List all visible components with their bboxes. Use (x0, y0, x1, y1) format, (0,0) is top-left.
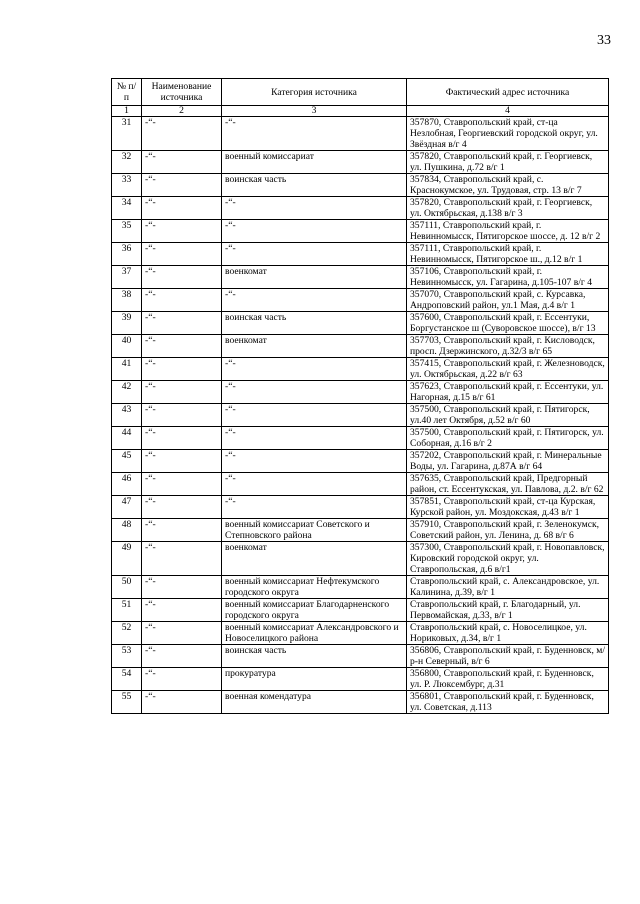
table-row (112, 266, 609, 289)
source-name-cell: -“- (142, 243, 222, 266)
source-category-cell: военный комиссариат Нефтекумского городского округа (222, 576, 407, 599)
row-number-cell: 50 (112, 576, 142, 599)
source-name-cell: -“- (142, 151, 222, 174)
source-name-cell: -“- (142, 220, 222, 243)
table-row (112, 599, 609, 622)
source-name-cell: -“- (142, 496, 222, 519)
table-row (112, 243, 609, 266)
row-number-cell: 38 (112, 289, 142, 312)
source-address-cell: 357500, Ставропольский край, г. Пятигорск, ул. Соборная, д.16 в/г 2 (407, 427, 609, 450)
row-number-cell: 37 (112, 266, 142, 289)
source-address-cell: 357623, Ставропольский край, г. Ессентуки, ул. Нагорная, д.15 в/г 61 (407, 381, 609, 404)
source-name-cell: -“- (142, 519, 222, 542)
column-number: 4 (407, 106, 609, 117)
source-address-cell: Ставропольский край, г. Благодарный, ул. Первомайская, д.33, в/г 1 (407, 599, 609, 622)
source-category-cell: -“- (222, 197, 407, 220)
table-body (112, 117, 609, 714)
row-number-cell: 54 (112, 668, 142, 691)
source-category-cell: -“- (222, 381, 407, 404)
table-row (112, 117, 609, 151)
table-row (112, 622, 609, 645)
source-address-cell: 357851, Ставропольский край, ст-ца Курская, Курской район, ул. Моздокская, д.43 в/г 1 (407, 496, 609, 519)
table-row (112, 151, 609, 174)
source-category-cell: военный комиссариат Александровского и Новоселицкого района (222, 622, 407, 645)
source-name-cell: -“- (142, 542, 222, 576)
source-category-cell: -“- (222, 404, 407, 427)
row-number-cell: 48 (112, 519, 142, 542)
source-name-cell: -“- (142, 381, 222, 404)
row-number-cell: 35 (112, 220, 142, 243)
source-address-cell: 357106, Ставропольский край, г. Невинномысск, ул. Гагарина, д.105-107 в/г 4 (407, 266, 609, 289)
source-address-cell: 357202, Ставропольский край, г. Минеральные Воды, ул. Гагарина, д.87А в/г 64 (407, 450, 609, 473)
header-number: № п/п (112, 79, 142, 106)
source-name-cell: -“- (142, 358, 222, 381)
column-number: 2 (142, 106, 222, 117)
header-source-category: Категория источника (222, 79, 407, 106)
row-number-cell: 42 (112, 381, 142, 404)
source-address-cell: 357820, Ставропольский край, г. Георгиевск, ул. Пушкина, д.72 в/г 1 (407, 151, 609, 174)
table-row (112, 450, 609, 473)
source-address-cell: 356800, Ставропольский край, г. Буденновск, ул. Р. Люксембург, д.31 (407, 668, 609, 691)
source-address-cell: 356801, Ставропольский край, г. Буденновск, ул. Советская, д.113 (407, 691, 609, 714)
source-category-cell: военкомат (222, 266, 407, 289)
row-number-cell: 33 (112, 174, 142, 197)
source-category-cell: воинская часть (222, 645, 407, 668)
header-row (112, 79, 609, 106)
source-address-cell: 357870, Ставропольский край, ст-ца Незлобная, Георгиевский городской округ, ул. Звёздная в/г 4 (407, 117, 609, 151)
table-row (112, 404, 609, 427)
table-row (112, 289, 609, 312)
source-name-cell: -“- (142, 427, 222, 450)
source-name-cell: -“- (142, 473, 222, 496)
row-number-cell: 53 (112, 645, 142, 668)
source-name-cell: -“- (142, 668, 222, 691)
row-number-cell: 43 (112, 404, 142, 427)
table-row (112, 645, 609, 668)
table-row (112, 312, 609, 335)
source-category-cell: -“- (222, 243, 407, 266)
table-row (112, 542, 609, 576)
row-number-cell: 49 (112, 542, 142, 576)
source-address-cell: Ставропольский край, с. Александровское, ул. Калинина, д.39, в/г 1 (407, 576, 609, 599)
table-row (112, 335, 609, 358)
source-address-cell: 357111, Ставропольский край, г. Невинномысск, Пятигорское шоссе, д. 12 в/г 2 (407, 220, 609, 243)
source-category-cell: военный комиссариат Советского и Степновского района (222, 519, 407, 542)
source-address-cell: 356806, Ставропольский край, г. Буденновск, м/р-н Северный, в/г 6 (407, 645, 609, 668)
source-category-cell: -“- (222, 117, 407, 151)
source-address-cell: 357500, Ставропольский край, г. Пятигорск, ул.40 лет Октября, д.52 в/г 60 (407, 404, 609, 427)
source-name-cell: -“- (142, 622, 222, 645)
source-category-cell: -“- (222, 289, 407, 312)
source-address-cell: 357111, Ставропольский край, г. Невинномысск, Пятигорское ш., д.12 в/г 1 (407, 243, 609, 266)
row-number-cell: 39 (112, 312, 142, 335)
source-address-cell: 357600, Ставропольский край, г. Ессентуки, Боргустанское ш (Суворовское шоссе), в/г 13 (407, 312, 609, 335)
source-address-cell: 357820, Ставропольский край, г. Георгиевск, ул. Октябрьская, д.138 в/г 3 (407, 197, 609, 220)
source-address-cell: 357834, Ставропольский край, с. Краснокумское, ул. Трудовая, стр. 13 в/г 7 (407, 174, 609, 197)
table-row (112, 473, 609, 496)
source-address-cell: Ставропольский край, с. Новоселицкое, ул. Нориковых, д.34, в/г 1 (407, 622, 609, 645)
source-address-cell: 357703, Ставропольский край, г. Кисловодск, просп. Дзержинского, д.32/3 в/г 65 (407, 335, 609, 358)
source-category-cell: -“- (222, 496, 407, 519)
source-name-cell: -“- (142, 312, 222, 335)
table-row (112, 220, 609, 243)
sources-table (111, 78, 609, 714)
source-name-cell: -“- (142, 197, 222, 220)
source-name-cell: -“- (142, 335, 222, 358)
source-category-cell: военная комендатура (222, 691, 407, 714)
source-category-cell: военный комиссариат (222, 151, 407, 174)
source-name-cell: -“- (142, 117, 222, 151)
source-address-cell: 357300, Ставропольский край, г. Новопавловск, Кировский городской округ, ул. Ставропольская, д.6 в/г1 (407, 542, 609, 576)
source-name-cell: -“- (142, 174, 222, 197)
page-number: 33 (597, 33, 611, 48)
row-number-cell: 45 (112, 450, 142, 473)
source-category-cell: воинская часть (222, 174, 407, 197)
header-source-name: Наименование источника (142, 79, 222, 106)
column-number: 3 (222, 106, 407, 117)
source-name-cell: -“- (142, 450, 222, 473)
row-number-cell: 51 (112, 599, 142, 622)
row-number-cell: 34 (112, 197, 142, 220)
source-name-cell: -“- (142, 691, 222, 714)
table-row (112, 668, 609, 691)
row-number-cell: 55 (112, 691, 142, 714)
row-number-cell: 46 (112, 473, 142, 496)
row-number-cell: 32 (112, 151, 142, 174)
column-number: 1 (112, 106, 142, 117)
table-row (112, 519, 609, 542)
source-address-cell: 357910, Ставропольский край, г. Зеленокумск, Советский район, ул. Ленина, д. 68 в/г 6 (407, 519, 609, 542)
table-row (112, 427, 609, 450)
source-address-cell: 357070, Ставропольский край, с. Курсавка, Андроповский район, ул.1 Мая, д.4 в/г 1 (407, 289, 609, 312)
row-number-cell: 41 (112, 358, 142, 381)
table-row (112, 691, 609, 714)
table-row (112, 496, 609, 519)
table-row (112, 197, 609, 220)
source-name-cell: -“- (142, 404, 222, 427)
source-address-cell: 357635, Ставропольский край, Предгорный район, ст. Ессентукская, ул. Павлова, д.2. в/г 62 (407, 473, 609, 496)
source-category-cell: воинская часть (222, 312, 407, 335)
column-number-row (112, 106, 609, 117)
source-category-cell: -“- (222, 220, 407, 243)
row-number-cell: 47 (112, 496, 142, 519)
table-row (112, 358, 609, 381)
source-category-cell: прокуратура (222, 668, 407, 691)
row-number-cell: 31 (112, 117, 142, 151)
source-category-cell: -“- (222, 473, 407, 496)
source-name-cell: -“- (142, 645, 222, 668)
source-name-cell: -“- (142, 289, 222, 312)
row-number-cell: 52 (112, 622, 142, 645)
source-name-cell: -“- (142, 576, 222, 599)
source-name-cell: -“- (142, 599, 222, 622)
source-name-cell: -“- (142, 266, 222, 289)
source-category-cell: -“- (222, 450, 407, 473)
source-category-cell: -“- (222, 427, 407, 450)
source-address-cell: 357415, Ставропольский край, г. Железноводск, ул. Октябрьская, д.22 в/г 63 (407, 358, 609, 381)
table-row (112, 381, 609, 404)
source-category-cell: военный комиссариат Благодарненского городского округа (222, 599, 407, 622)
row-number-cell: 44 (112, 427, 142, 450)
source-category-cell: -“- (222, 358, 407, 381)
header-source-address: Фактический адрес источника (407, 79, 609, 106)
row-number-cell: 40 (112, 335, 142, 358)
table-row (112, 576, 609, 599)
table-row (112, 174, 609, 197)
source-category-cell: военкомат (222, 542, 407, 576)
source-category-cell: военкомат (222, 335, 407, 358)
row-number-cell: 36 (112, 243, 142, 266)
